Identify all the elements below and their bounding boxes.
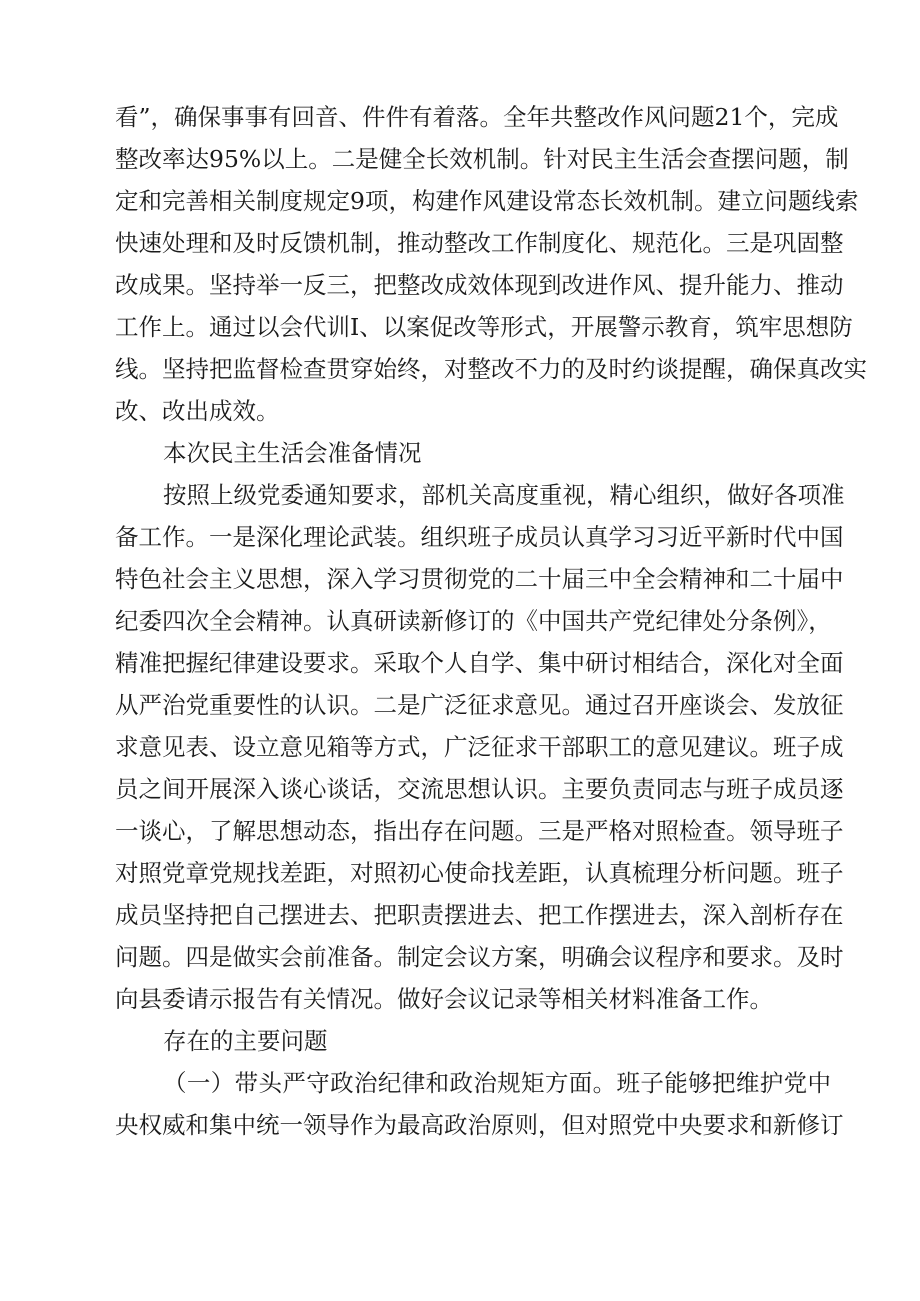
paragraph-line: 看”，确保事事有回音、件件有着落。全年共整改作风问题21个，完成 (115, 103, 839, 131)
paragraph-line: 一谈心，了解思想动态，指出存在问题。三是严格对照检查。领导班子 (115, 817, 844, 845)
paragraph-line: 整改率达95%以上。二是健全长效机制。针对民主生活会查摆问题，制 (115, 145, 849, 173)
section-heading: 本次民主生活会准备情况 (163, 439, 422, 467)
paragraph-line: 求意见表、设立意见箱等方式，广泛征求干部职工的意见建议。班子成 (115, 733, 844, 761)
paragraph-line: 快速处理和及时反馈机制，推动整改工作制度化、规范化。三是巩固整 (115, 229, 844, 257)
paragraph-line: 向县委请示报告有关情况。做好会议记录等相关材料准备工作。 (115, 985, 773, 1013)
paragraph-line: 精准把握纪律建设要求。采取个人自学、集中研讨相结合，深化对全面 (115, 649, 844, 677)
paragraph-line: 改、改出成效。 (115, 397, 280, 425)
paragraph-line: 央权威和集中统一领导作为最高政治原则，但对照党中央要求和新修订 (115, 1111, 844, 1139)
paragraph-line: 成员坚持把自己摆进去、把职责摆进去、把工作摆进去，深入剖析存在 (115, 901, 844, 929)
paragraph-line: 特色社会主义思想，深入学习贯彻党的二十届三中全会精神和二十届中 (115, 565, 844, 593)
paragraph-line: 工作上。通过以会代训I、以案促改等形式，开展警示教育，筑牢思想防 (115, 313, 853, 341)
section-heading: 存在的主要问题 (163, 1027, 328, 1055)
paragraph-line: 改成果。坚持举一反三，把整改成效体现到改进作风、提升能力、推动 (115, 271, 844, 299)
paragraph-line: 纪委四次全会精神。认真研读新修订的《中国共产党纪律处分条例》， (115, 607, 832, 635)
paragraph-line: 从严治党重要性的认识。二是广泛征求意见。通过召开座谈会、发放征 (115, 691, 844, 719)
paragraph-line: 线。坚持把监督检查贯穿始终，对整改不力的及时约谈提醒，确保真改实 (115, 355, 867, 383)
paragraph-line: 员之间开展深入谈心谈话，交流思想认识。主要负责同志与班子成员逐 (115, 775, 844, 803)
paragraph-line: 问题。四是做实会前准备。制定会议方案，明确会议程序和要求。及时 (115, 943, 844, 971)
paragraph-line: 定和完善相关制度规定9项，构建作风建设常态长效机制。建立问题线索 (115, 187, 859, 215)
paragraph-line: 对照党章党规找差距，对照初心使命找差距，认真梳理分析问题。班子 (115, 859, 844, 887)
paragraph-line: （一）带头严守政治纪律和政治规矩方面。班子能够把维护党中 (163, 1069, 831, 1097)
paragraph-line: 按照上级党委通知要求，部机关高度重视，精心组织，做好各项准 (163, 481, 845, 509)
paragraph-line: 备工作。一是深化理论武装。组织班子成员认真学习习近平新时代中国 (115, 523, 844, 551)
